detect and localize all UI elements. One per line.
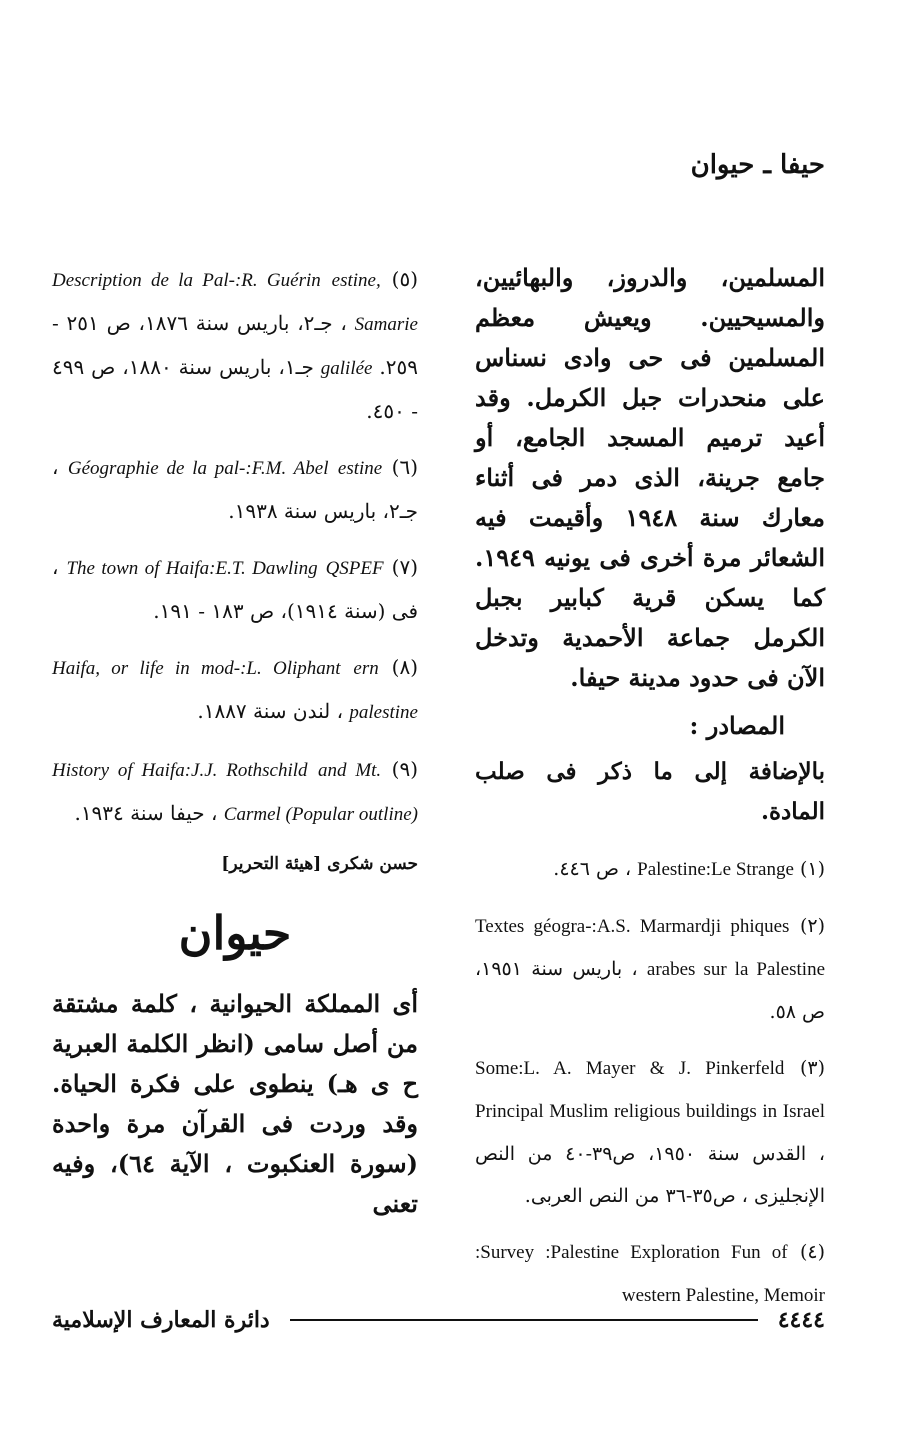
reference-arabic: ، القدس سنة ١٩٥٠، ص٣٩-٤٠ من النص الإنجليزى ، ص٣٥-٣٦ من النص العربى.: [475, 1143, 825, 1207]
footer-rule: [290, 1319, 758, 1321]
reference-number: (٣): [799, 1057, 825, 1079]
reference-item: [52, 646, 418, 734]
entry-title: حيوان: [178, 906, 292, 960]
reference-number: (٧): [391, 555, 418, 579]
running-head: حيفا ـ حيوان: [690, 150, 825, 180]
reference-item: [52, 446, 418, 532]
reference-number: (٨): [391, 655, 418, 679]
reference-latin-italic: QSPEF: [325, 558, 384, 579]
entry-body: أى المملكة الحيوانية ، كلمة مشتقة من أصل سامى (انظر الكلمة العبرية ح ى هـ) ينطوى على فكرة الحياة. وقد وردت فى القرآن مرة واحدة (سورة العنكبوت ، الآية ٦٤)، وفيه تعنى: [52, 989, 418, 1218]
author-signature: حسن شكرى [هيئة التحرير]: [221, 854, 418, 874]
sources-heading: المصادر :: [689, 711, 785, 740]
reference-arabic: ، حيفا سنة ١٩٣٤.: [74, 801, 218, 825]
reference-number: (٩): [391, 757, 419, 781]
reference-arabic: ، فى (سنة ١٩١٤)، ص ١٨٣ - ١٩١.: [52, 555, 418, 623]
reference-number: (٦): [391, 455, 419, 479]
page-number: ٤٤٤٤: [777, 1307, 825, 1333]
reference-latin: Géographie de la pal-:F.M. Abel: [67, 458, 329, 479]
left-column: [52, 258, 418, 1224]
reference-latin-italic: galilée: [320, 358, 373, 379]
reference-item: [52, 258, 418, 432]
reference-number: (١): [799, 858, 825, 880]
reference-arabic: جـ١، باريس سنة ١٨٨٠، ص ٤٩٩ - ٤٥٠.: [52, 355, 418, 423]
reference-latin: :Survey :Palestine Exploration Fun of western Palestine, Memoir: [475, 1242, 825, 1306]
reference-item: [52, 546, 418, 632]
reference-latin: History of Haifa:J.J. Rothschild: [52, 760, 308, 781]
reference-item: [52, 748, 418, 836]
reference-item: [475, 905, 825, 1033]
reference-latin-italic: estine: [337, 458, 383, 479]
reference-arabic: ، جـ٢، باريس سنة ١٨٧٦، ص ٢٥١ - ٢٥٩.: [52, 311, 418, 379]
right-column: [475, 258, 825, 1331]
reference-number: (٤): [799, 1241, 825, 1263]
reference-latin-italic: ern palestine: [349, 658, 418, 723]
reference-list: [52, 258, 418, 836]
reference-latin: Palestine:Le Strange: [637, 859, 794, 880]
reference-arabic: ، لندن سنة ١٨٨٧.: [197, 699, 344, 723]
sources-intro: بالإضافة إلى ما ذكر فى صلب المادة.: [475, 758, 825, 825]
reference-arabic: ، باريس سنة ١٩٥١، ص ٥٨.: [475, 958, 825, 1023]
reference-latin-italic: estine, Samarie: [331, 270, 418, 335]
reference-item: [475, 1047, 825, 1217]
reference-number: (٢): [799, 915, 825, 937]
reference-latin: Description de la Pal-:R. Guérin: [52, 270, 321, 291]
reference-list: [475, 848, 825, 1317]
article-body: المسلمين، والدروز، والبهائيين، والمسيحيين. ويعيش معظم المسلمين فى حى وادى نسناس على منحدرات جبل الكرمل. وقد أعيد ترميم المسجد الجامع، أو جامع جرينة، الذى دمر فى أثناء معارك سنة ١٩٤٨ وأقيمت فيه الشعائر مرة أخرى فى يونيه ١٩٤٩. كما يسكن قرية كبابير بجبل الكرمل جماعة الأحمدية وتدخل الآن فى حدود مدينة حيفا.: [475, 263, 825, 692]
reference-latin: Haifa, or life in mod-:L. Oliphant: [52, 658, 341, 679]
reference-latin: Some:L. A. Mayer & J. Pinkerfeld Principal Muslim religious buildings in Israel: [475, 1058, 825, 1122]
page-footer: [52, 1300, 825, 1340]
reference-latin: The town of Haifa:E.T. Dawling: [66, 558, 318, 579]
reference-latin: Textes géogra-:A.S. Marmardji phiques arabes sur la Palestine: [475, 916, 825, 980]
reference-arabic: ، ص ٤٤٦.: [553, 858, 632, 880]
reference-item: [475, 848, 825, 891]
publication-title: دائرة المعارف الإسلامية: [52, 1307, 270, 1333]
reference-number: (٥): [391, 267, 418, 291]
reference-latin-italic: and Mt. Carmel (Popular outline): [223, 760, 418, 825]
reference-arabic: ، جـ٢، باريس سنة ١٩٣٨.: [52, 455, 418, 523]
